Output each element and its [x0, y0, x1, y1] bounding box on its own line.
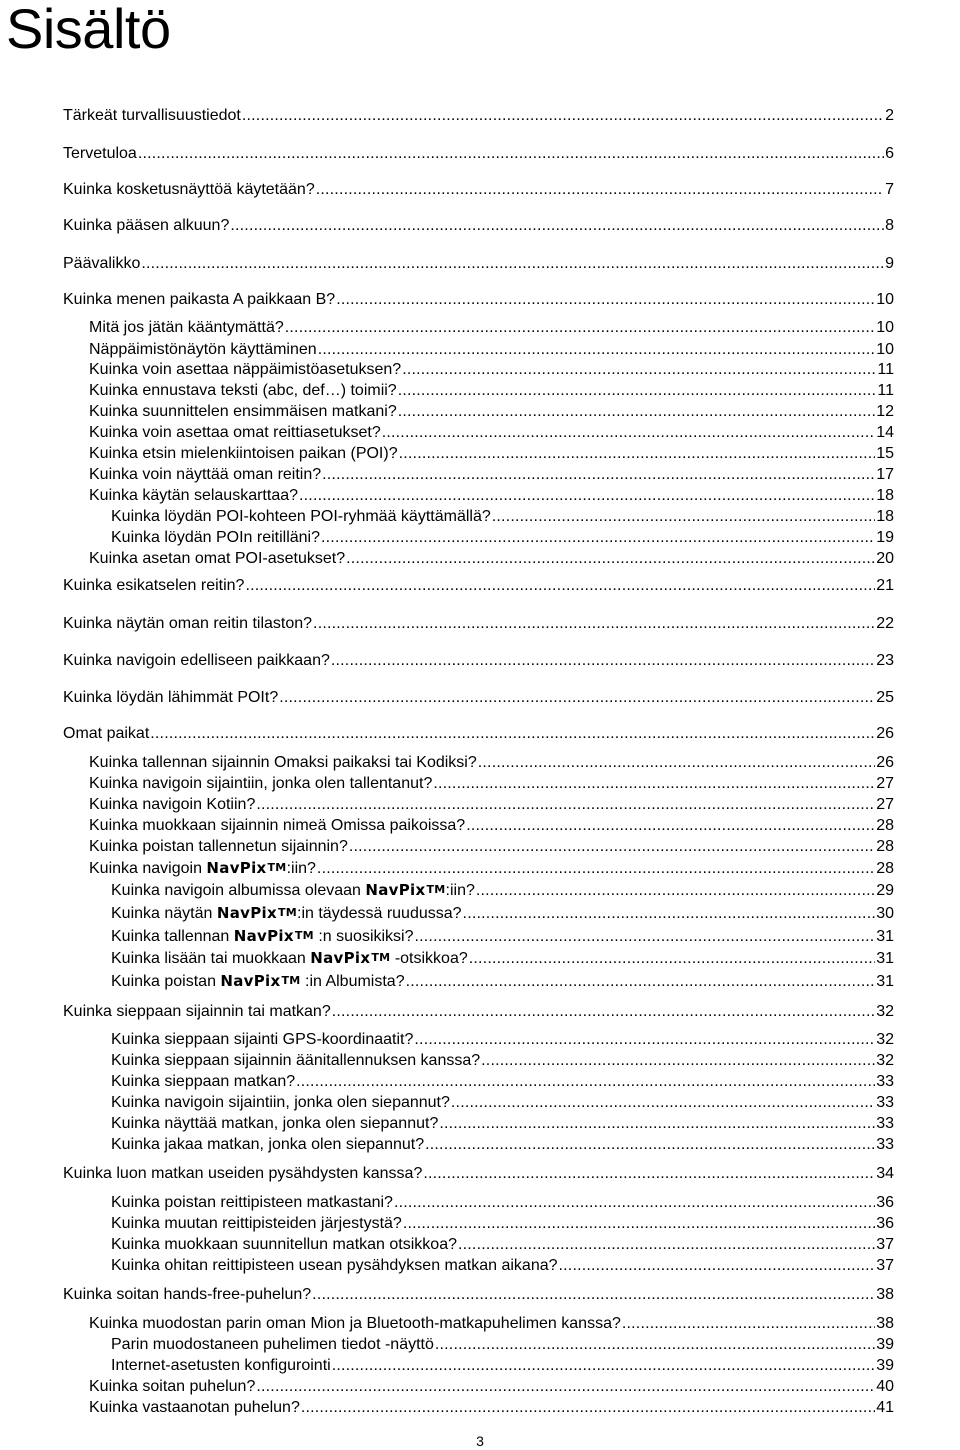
dot-leader — [256, 795, 875, 815]
dot-leader — [230, 216, 884, 236]
toc-entry[interactable]: Kuinka kosketusnäyttöä käytetään? ..... 7 — [63, 180, 894, 200]
dot-leader — [349, 837, 875, 857]
toc-entry[interactable]: Tervetuloa ..... 6 — [63, 144, 894, 164]
toc-entry[interactable]: Kuinka asetan omat POI-asetukset? ..... 20 — [89, 549, 894, 569]
toc-entry[interactable]: Kuinka muokkaan suunnitellun matkan otsikkoa? ..... 37 — [111, 1235, 894, 1255]
toc-entry[interactable]: Kuinka luon matkan useiden pysähdysten kanssa? ..... 34 — [63, 1164, 894, 1184]
dot-leader — [439, 1114, 875, 1134]
dot-leader — [312, 1285, 875, 1305]
toc-entry[interactable]: Kuinka voin näyttää oman reitin? ..... 17 — [89, 465, 894, 485]
dot-leader — [458, 1235, 875, 1255]
dot-leader — [322, 465, 875, 485]
dot-leader — [331, 651, 875, 671]
dot-leader — [425, 1135, 875, 1155]
toc-entry[interactable]: Kuinka löydän lähimmät POIt? ..... 25 — [63, 688, 894, 708]
toc-entry[interactable]: Kuinka menen paikasta A paikkaan B? ..... 10 — [63, 290, 894, 310]
dot-leader — [403, 1214, 875, 1234]
toc-entry[interactable]: Kuinka etsin mielenkiintoisen paikan (POI)? ..... 15 — [89, 444, 894, 464]
dot-leader — [285, 318, 875, 338]
dot-leader — [336, 290, 875, 310]
dot-leader — [332, 1002, 875, 1022]
toc-entry[interactable]: Internet-asetusten konfigurointi ..... 39 — [111, 1356, 894, 1376]
toc-entry[interactable]: Kuinka sieppaan matkan? ..... 33 — [111, 1072, 894, 1092]
toc-entry[interactable]: Kuinka navigoin sijaintiin, jonka olen siepannut? ..... 33 — [111, 1093, 894, 1113]
dot-leader — [316, 180, 884, 200]
dot-leader — [398, 402, 875, 422]
toc-entry[interactable]: Kuinka voin asettaa näppäimistöasetuksen? ..... 11 — [89, 360, 894, 380]
navpix-logo: NavPix™ — [220, 972, 301, 990]
dot-leader — [406, 972, 876, 992]
toc-entry[interactable]: Kuinka navigoin NavPix™:iin? ..... 28 — [89, 858, 894, 880]
toc-entry[interactable]: Tärkeät turvallisuustiedot ..... 2 — [63, 106, 894, 126]
dot-leader — [415, 927, 876, 947]
dot-leader — [141, 254, 884, 274]
dot-leader — [245, 576, 875, 596]
dot-leader — [492, 507, 875, 527]
dot-leader — [321, 528, 875, 548]
dot-leader — [423, 1164, 875, 1184]
toc-entry[interactable]: Päävalikko ..... 9 — [63, 254, 894, 274]
toc-entry[interactable]: Kuinka pääsen alkuun? ..... 8 — [63, 216, 894, 236]
toc-entry[interactable]: Kuinka sieppaan sijainnin äänitallennuksen kanssa? ..... 32 — [111, 1051, 894, 1071]
dot-leader — [398, 381, 877, 401]
toc-entry[interactable]: Kuinka löydän POIn reitilläni? ..... 19 — [111, 528, 894, 548]
toc-entry[interactable]: Kuinka tallennan NavPix™ :n suosikiksi? ..... 31 — [111, 926, 894, 948]
toc-entry[interactable]: Kuinka vastaanotan puhelun? ..... 41 — [89, 1398, 894, 1418]
toc-entry[interactable]: Kuinka näytän oman reitin tilaston? ..... 22 — [63, 614, 894, 634]
navpix-logo: NavPix™ — [206, 859, 287, 877]
toc-entry[interactable]: Kuinka poistan tallennetun sijainnin? ..... 28 — [89, 837, 894, 857]
dot-leader — [463, 904, 876, 924]
dot-leader — [476, 881, 875, 901]
dot-leader — [399, 444, 876, 464]
dot-leader — [256, 1377, 875, 1397]
toc-entry[interactable]: Kuinka sieppaan sijainti GPS-koordinaatit? ..... 32 — [111, 1030, 894, 1050]
page-number: 3 — [476, 1433, 484, 1449]
toc-entry[interactable]: Kuinka soitan puhelun? ..... 40 — [89, 1377, 894, 1397]
dot-leader — [313, 614, 875, 634]
toc-entry[interactable]: Kuinka esikatselen reitin? ..... 21 — [63, 576, 894, 596]
toc-entry[interactable]: Kuinka suunnittelen ensimmäisen matkani? ..... 12 — [89, 402, 894, 422]
toc-entry[interactable]: Kuinka poistan reittipisteen matkastani? ..... 36 — [111, 1193, 894, 1213]
navpix-logo: NavPix™ — [310, 949, 391, 967]
toc-entry[interactable]: Kuinka soitan hands-free-puhelun? ..... 38 — [63, 1285, 894, 1305]
dot-leader — [150, 724, 875, 744]
dot-leader — [469, 949, 875, 969]
dot-leader — [435, 1335, 875, 1355]
toc-entry[interactable]: Kuinka jakaa matkan, jonka olen siepannut? ..... 33 — [111, 1135, 894, 1155]
dot-leader — [242, 106, 884, 126]
dot-leader — [559, 1256, 876, 1276]
dot-leader — [466, 816, 875, 836]
dot-leader — [317, 859, 875, 879]
dot-leader — [296, 1072, 875, 1092]
toc-entry[interactable]: Kuinka lisään tai muokkaan NavPix™ -otsikkoa? ..... 31 — [111, 948, 894, 970]
dot-leader — [299, 486, 875, 506]
toc-entry[interactable]: Kuinka voin asettaa omat reittiasetukset? ..... 14 — [89, 423, 894, 443]
dot-leader — [382, 423, 875, 443]
navpix-logo: NavPix™ — [365, 881, 446, 899]
navpix-logo: NavPix™ — [233, 927, 314, 945]
toc-entry[interactable]: Kuinka navigoin sijaintiin, jonka olen tallentanut? ..... 27 — [89, 774, 894, 794]
toc-entry[interactable]: Kuinka käytän selauskarttaa? ..... 18 — [89, 486, 894, 506]
dot-leader — [301, 1398, 875, 1418]
toc-entry[interactable]: Kuinka näytän NavPix™:in täydessä ruudussa? ..... 30 — [111, 903, 894, 925]
dot-leader — [622, 1314, 875, 1334]
toc-entry[interactable]: Kuinka tallennan sijainnin Omaksi paikaksi tai Kodiksi? ..... 26 — [89, 753, 894, 773]
toc-entry[interactable]: Kuinka ohitan reittipisteen usean pysähdyksen matkan aikana? ..... 37 — [111, 1256, 894, 1276]
toc-entry[interactable]: Parin muodostaneen puhelimen tiedot -näyttö ..... 39 — [111, 1335, 894, 1355]
dot-leader — [433, 774, 875, 794]
toc-entry[interactable]: Kuinka navigoin Kotiin? ..... 27 — [89, 795, 894, 815]
dot-leader — [138, 144, 884, 164]
toc-entry[interactable]: Kuinka navigoin albumissa olevaan NavPix™:iin? ..... 29 — [111, 880, 894, 902]
toc-entry[interactable]: Kuinka poistan NavPix™ :in Albumista? ..... 31 — [111, 971, 894, 993]
dot-leader — [481, 1051, 875, 1071]
toc-entry[interactable]: Kuinka löydän POI-kohteen POI-ryhmää käyttämällä? ..... 18 — [111, 507, 894, 527]
dot-leader — [346, 549, 875, 569]
dot-leader — [332, 1356, 876, 1376]
toc-entry[interactable]: Kuinka sieppaan sijainnin tai matkan? ..... 32 — [63, 1002, 894, 1022]
dot-leader — [279, 688, 875, 708]
toc-entry[interactable]: Kuinka ennustava teksti (abc, def…) toimii? ..... 11 — [89, 381, 894, 401]
toc-entry[interactable]: Näppäimistönäytön käyttäminen ..... 10 — [89, 340, 894, 360]
toc-entry[interactable]: Kuinka navigoin edelliseen paikkaan? ..... 23 — [63, 651, 894, 671]
toc-entry[interactable]: Kuinka näyttää matkan, jonka olen siepannut? ..... 33 — [111, 1114, 894, 1134]
toc-entry[interactable]: Kuinka muutan reittipisteiden järjestystä? ..... 36 — [111, 1214, 894, 1234]
toc-entry[interactable]: Omat paikat ..... 26 — [63, 724, 894, 744]
dot-leader — [402, 360, 876, 380]
navpix-logo: NavPix™ — [216, 904, 297, 922]
dot-leader — [451, 1093, 875, 1113]
toc-entry[interactable]: Kuinka muokkaan sijainnin nimeä Omissa paikoissa? ..... 28 — [89, 816, 894, 836]
toc-entry[interactable]: Kuinka muodostan parin oman Mion ja Bluetooth-matkapuhelimen kanssa? ..... 38 — [89, 1314, 894, 1334]
dot-leader — [394, 1193, 875, 1213]
dot-leader — [414, 1030, 875, 1050]
dot-leader — [318, 340, 876, 360]
toc-entry[interactable]: Mitä jos jätän kääntymättä? ..... 10 — [89, 318, 894, 338]
page-title: Sisältö — [6, 0, 171, 60]
dot-leader — [478, 753, 875, 773]
